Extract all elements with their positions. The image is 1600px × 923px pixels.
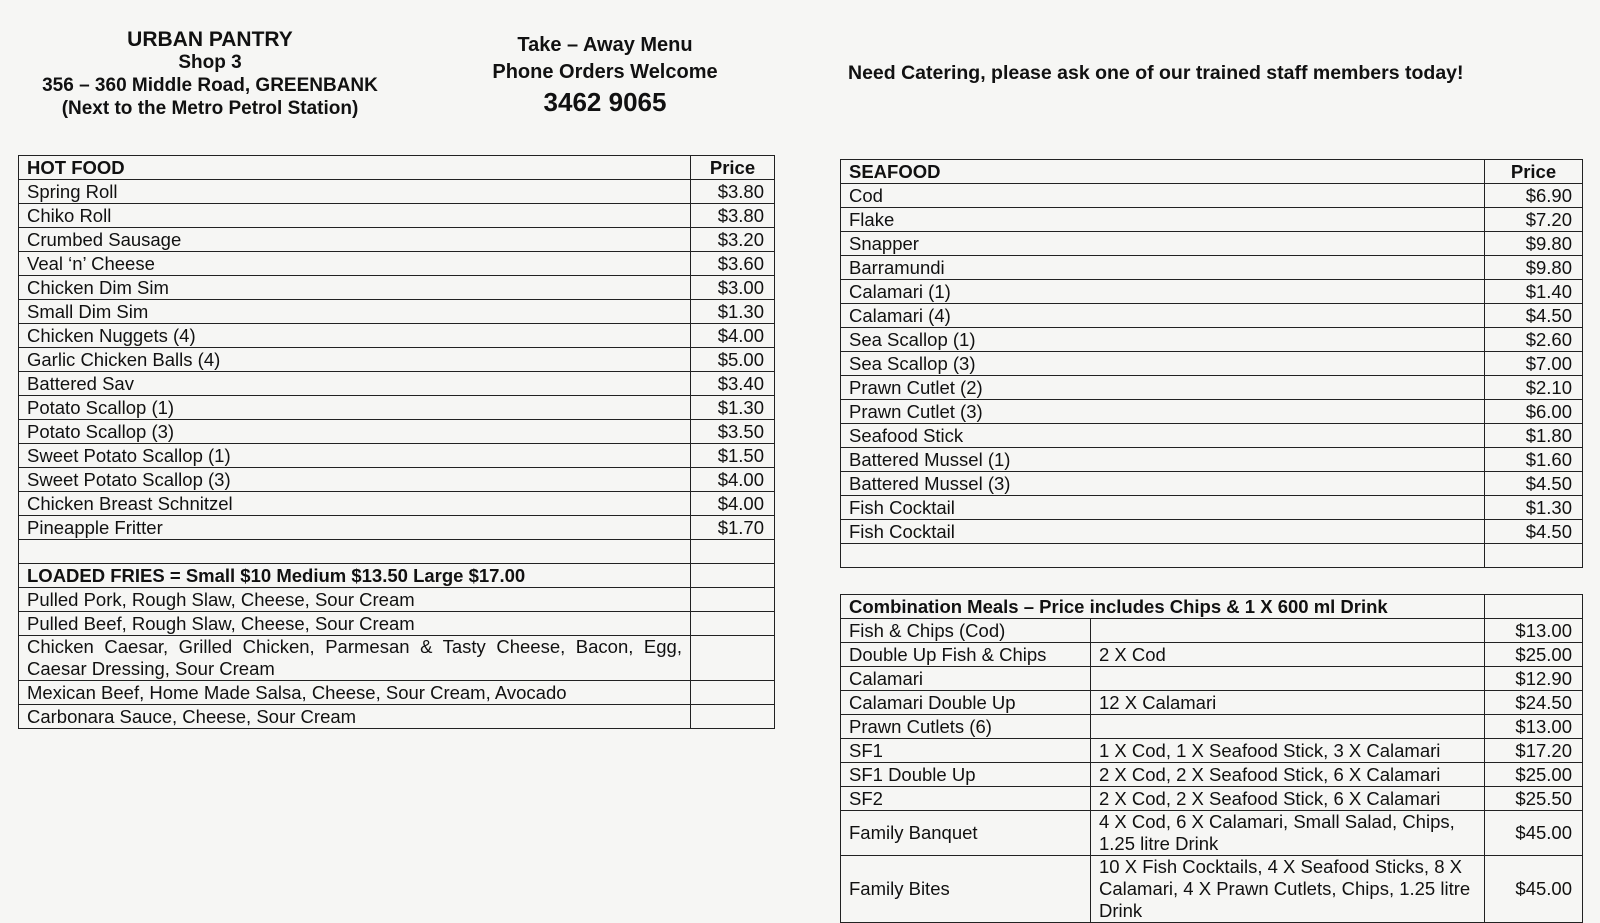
table-row <box>841 811 1583 856</box>
shop-landmark: (Next to the Metro Petrol Station) <box>61 98 359 119</box>
combo-desc: 4 X Cod, 6 X Calamari, Small Salad, Chips, 1.25 litre Drink <box>1091 811 1485 856</box>
seafood-header-row <box>841 160 1583 184</box>
item-price: $1.30 <box>691 396 775 420</box>
item-name: Chicken Nuggets (4) <box>19 324 691 348</box>
blank-row <box>841 544 1583 568</box>
table-row <box>19 492 775 516</box>
table-row <box>841 739 1583 763</box>
table-row <box>19 300 775 324</box>
item-name: Chicken Breast Schnitzel <box>19 492 691 516</box>
table-row <box>841 256 1583 280</box>
item-name: Veal ‘n’ Cheese <box>19 252 691 276</box>
seafood-title: SEAFOOD <box>841 160 1485 184</box>
combo-desc <box>1091 667 1485 691</box>
item-price: $1.70 <box>691 516 775 540</box>
shop-unit: Shop 3 <box>178 52 242 73</box>
fries-option: Chicken Caesar, Grilled Chicken, Parmesan & Tasty Cheese, Bacon, Egg, Caesar Dressing, Sour Cream <box>19 636 691 681</box>
combo-desc: 1 X Cod, 1 X Seafood Stick, 3 X Calamari <box>1091 739 1485 763</box>
item-name: Fish Cocktail <box>841 496 1485 520</box>
item-name: Calamari (4) <box>841 304 1485 328</box>
hot-food-header-row <box>19 156 775 180</box>
shop-info <box>20 28 400 120</box>
combo-price: $45.00 <box>1485 856 1583 923</box>
item-price: $7.20 <box>1485 208 1583 232</box>
table-row <box>19 228 775 252</box>
menu-type: Take – Away Menu <box>517 34 693 56</box>
table-row <box>19 372 775 396</box>
item-name: Seafood Stick <box>841 424 1485 448</box>
table-row <box>19 180 775 204</box>
item-name: Flake <box>841 208 1485 232</box>
item-price: $4.00 <box>691 492 775 516</box>
item-name: Pineapple Fritter <box>19 516 691 540</box>
table-row <box>841 352 1583 376</box>
item-name: Cod <box>841 184 1485 208</box>
combo-desc: 2 X Cod, 2 X Seafood Stick, 6 X Calamari <box>1091 763 1485 787</box>
item-price: $9.80 <box>1485 232 1583 256</box>
item-name: Crumbed Sausage <box>19 228 691 252</box>
table-row <box>19 516 775 540</box>
item-name: Potato Scallop (3) <box>19 420 691 444</box>
item-price: $5.00 <box>691 348 775 372</box>
phone-number: 3462 9065 <box>543 87 667 117</box>
item-price: $4.50 <box>1485 520 1583 544</box>
item-price: $6.00 <box>1485 400 1583 424</box>
table-row <box>841 715 1583 739</box>
fries-option: Pulled Beef, Rough Slaw, Cheese, Sour Cream <box>19 612 691 636</box>
combo-name: SF2 <box>841 787 1091 811</box>
item-price: $1.30 <box>691 300 775 324</box>
table-row <box>19 612 775 636</box>
table-row <box>19 588 775 612</box>
table-row <box>841 691 1583 715</box>
item-name: Sea Scallop (1) <box>841 328 1485 352</box>
combo-price: $12.90 <box>1485 667 1583 691</box>
item-name: Snapper <box>841 232 1485 256</box>
item-price: $4.00 <box>691 468 775 492</box>
table-row <box>19 276 775 300</box>
table-row <box>841 328 1583 352</box>
item-name: Sweet Potato Scallop (3) <box>19 468 691 492</box>
table-row <box>841 208 1583 232</box>
table-row <box>841 472 1583 496</box>
table-row <box>841 856 1583 923</box>
item-name: Chicken Dim Sim <box>19 276 691 300</box>
item-name: Battered Sav <box>19 372 691 396</box>
combo-price: $25.00 <box>1485 643 1583 667</box>
table-row <box>841 304 1583 328</box>
item-price: $1.80 <box>1485 424 1583 448</box>
item-price: $1.50 <box>691 444 775 468</box>
item-price: $4.50 <box>1485 304 1583 328</box>
shop-name: URBAN PANTRY <box>127 28 293 51</box>
table-row <box>19 252 775 276</box>
seafood-table <box>840 159 1583 568</box>
fries-option: Pulled Pork, Rough Slaw, Cheese, Sour Cream <box>19 588 691 612</box>
combo-name: Double Up Fish & Chips <box>841 643 1091 667</box>
combo-price: $25.50 <box>1485 787 1583 811</box>
item-name: Potato Scallop (1) <box>19 396 691 420</box>
combo-name: Calamari <box>841 667 1091 691</box>
table-row <box>841 643 1583 667</box>
table-row <box>841 496 1583 520</box>
combo-name: Fish & Chips (Cod) <box>841 619 1091 643</box>
catering-note: Need Catering, please ask one of our trained staff members today! <box>848 62 1464 84</box>
item-name: Battered Mussel (3) <box>841 472 1485 496</box>
takeaway-info <box>450 32 760 118</box>
item-price: $3.80 <box>691 180 775 204</box>
table-row <box>19 420 775 444</box>
combo-name: Family Banquet <box>841 811 1091 856</box>
combo-name: SF1 Double Up <box>841 763 1091 787</box>
shop-address: 356 – 360 Middle Road, GREENBANK <box>42 75 378 96</box>
hot-food-price-header: Price <box>691 156 775 180</box>
table-row <box>841 424 1583 448</box>
table-row <box>19 324 775 348</box>
blank-row <box>19 540 775 564</box>
table-row <box>841 232 1583 256</box>
item-name: Spring Roll <box>19 180 691 204</box>
item-price: $3.00 <box>691 276 775 300</box>
combo-price: $13.00 <box>1485 619 1583 643</box>
table-row <box>19 681 775 705</box>
combo-header-row <box>841 595 1583 619</box>
item-price: $3.40 <box>691 372 775 396</box>
item-name: Calamari (1) <box>841 280 1485 304</box>
table-row <box>19 468 775 492</box>
item-price: $3.20 <box>691 228 775 252</box>
combo-name: SF1 <box>841 739 1091 763</box>
item-price: $9.80 <box>1485 256 1583 280</box>
table-row <box>19 204 775 228</box>
combo-name: Family Bites <box>841 856 1091 923</box>
item-name: Prawn Cutlet (2) <box>841 376 1485 400</box>
combo-desc: 2 X Cod, 2 X Seafood Stick, 6 X Calamari <box>1091 787 1485 811</box>
hot-food-title: HOT FOOD <box>19 156 691 180</box>
item-name: Sea Scallop (3) <box>841 352 1485 376</box>
loaded-fries-header-row <box>19 564 775 588</box>
combo-price: $25.00 <box>1485 763 1583 787</box>
combo-price: $24.50 <box>1485 691 1583 715</box>
combo-price: $17.20 <box>1485 739 1583 763</box>
item-price: $2.60 <box>1485 328 1583 352</box>
table-row <box>19 396 775 420</box>
combo-desc: 12 X Calamari <box>1091 691 1485 715</box>
combo-name: Prawn Cutlets (6) <box>841 715 1091 739</box>
loaded-fries-title: LOADED FRIES = Small $10 Medium $13.50 Large $17.00 <box>19 564 691 588</box>
combo-meals-table <box>840 594 1583 923</box>
table-row <box>841 787 1583 811</box>
table-row <box>841 376 1583 400</box>
item-price: $3.50 <box>691 420 775 444</box>
table-row <box>841 448 1583 472</box>
table-row <box>19 636 775 681</box>
hot-food-table <box>18 155 775 729</box>
phone-note: Phone Orders Welcome <box>492 61 718 83</box>
item-name: Sweet Potato Scallop (1) <box>19 444 691 468</box>
table-row <box>841 619 1583 643</box>
table-row <box>841 520 1583 544</box>
item-name: Prawn Cutlet (3) <box>841 400 1485 424</box>
item-price: $4.50 <box>1485 472 1583 496</box>
item-price: $6.90 <box>1485 184 1583 208</box>
combo-price: $13.00 <box>1485 715 1583 739</box>
combo-name: Calamari Double Up <box>841 691 1091 715</box>
table-row <box>841 763 1583 787</box>
combo-desc: 10 X Fish Cocktails, 4 X Seafood Sticks, 8 X Calamari, 4 X Prawn Cutlets, Chips, 1.25 litre Drink <box>1091 856 1485 923</box>
item-name: Battered Mussel (1) <box>841 448 1485 472</box>
combo-desc: 2 X Cod <box>1091 643 1485 667</box>
table-row <box>841 667 1583 691</box>
fries-option: Mexican Beef, Home Made Salsa, Cheese, Sour Cream, Avocado <box>19 681 691 705</box>
table-row <box>19 444 775 468</box>
combo-desc <box>1091 715 1485 739</box>
fries-option: Carbonara Sauce, Cheese, Sour Cream <box>19 705 691 729</box>
combo-title: Combination Meals – Price includes Chips & 1 X 600 ml Drink <box>841 595 1485 619</box>
item-price: $3.80 <box>691 204 775 228</box>
item-name: Garlic Chicken Balls (4) <box>19 348 691 372</box>
item-price: $1.40 <box>1485 280 1583 304</box>
item-name: Chiko Roll <box>19 204 691 228</box>
table-row <box>841 184 1583 208</box>
item-price: $1.60 <box>1485 448 1583 472</box>
item-price: $4.00 <box>691 324 775 348</box>
item-name: Fish Cocktail <box>841 520 1485 544</box>
table-row <box>841 280 1583 304</box>
table-row <box>19 348 775 372</box>
combo-desc <box>1091 619 1485 643</box>
table-row <box>19 705 775 729</box>
item-name: Small Dim Sim <box>19 300 691 324</box>
item-name: Barramundi <box>841 256 1485 280</box>
item-price: $3.60 <box>691 252 775 276</box>
item-price: $7.00 <box>1485 352 1583 376</box>
seafood-price-header: Price <box>1485 160 1583 184</box>
table-row <box>841 400 1583 424</box>
combo-price: $45.00 <box>1485 811 1583 856</box>
item-price: $2.10 <box>1485 376 1583 400</box>
item-price: $1.30 <box>1485 496 1583 520</box>
